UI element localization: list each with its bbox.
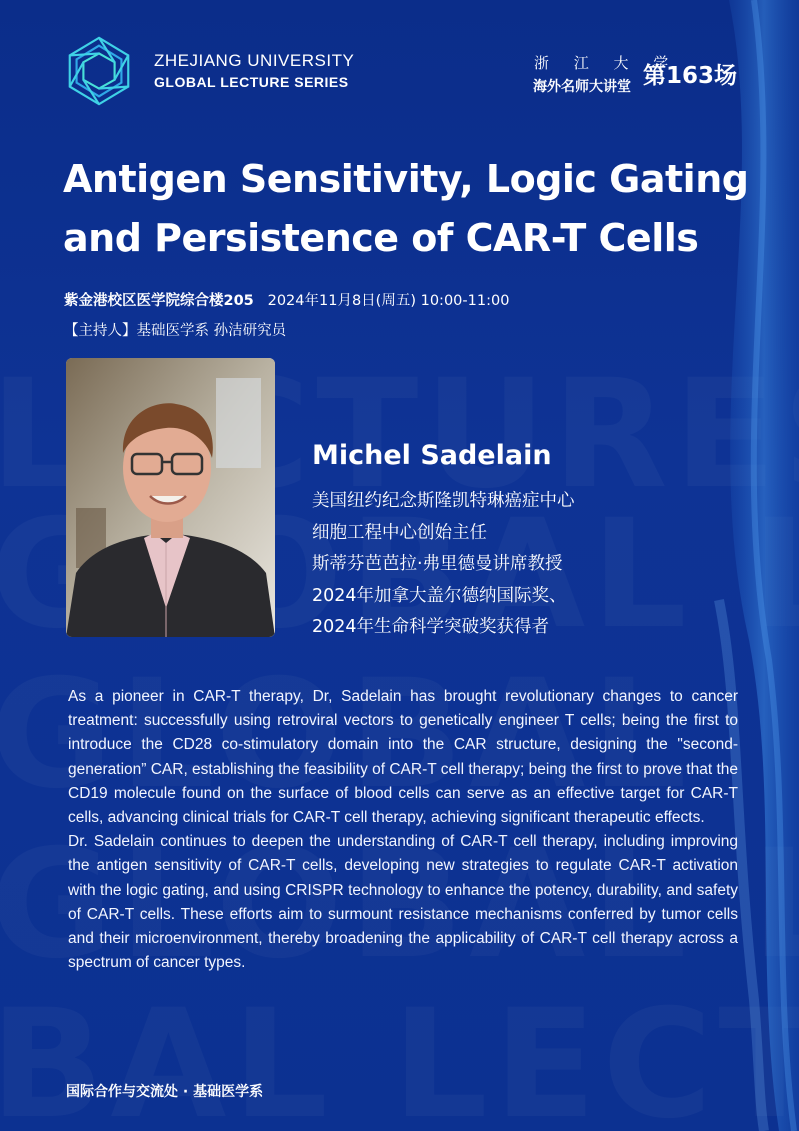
speaker-credentials xyxy=(312,486,575,644)
lecture-title: Antigen Sensitivity, Logic Gating and Persistence of CAR-T Cells xyxy=(63,157,749,260)
datetime: 2024年11月8日(周五) 10:00-11:00 xyxy=(267,293,510,309)
bio-paragraph: As a pioneer in CAR-T therapy, Dr, Sadelain has brought revolutionary changes to cancer treatment: successfully using retroviral vectors to genetically engineer T cells; being the first to introduce the CD28 co-stimulatory domain into the CAR structure, designing the "second-generation” CAR, establishing the feasibility of CAR-T cell therapy; being the first to prove that the CD19 molecule found on the surface of blood cells can serve as an effective target for CAR-T cells, advancing clinical trials for CAR-T cell therapy, achieving significant therapeutic effects. xyxy=(68,688,739,827)
credential-line: 斯蒂芬芭芭拉·弗里德曼讲席教授 xyxy=(312,554,563,574)
university-name: ZHEJIANG UNIVERSITY xyxy=(154,51,355,70)
venue: 紫金港校区医学院综合楼205 xyxy=(64,293,254,309)
bio-paragraph: Dr. Sadelain continues to deepen the understanding of CAR-T cell therapy, including improving the antigen sensitivity of CAR-T cells, developing new strategies to regulate CAR-T activation with the logic gating, and using CRISPR technology to enhance the potency, durability, and safety of CAR-T cells. These efforts aim to surmount resistance mechanisms conferred by tumor cells and their microenvironment, thereby broadening the applicability of CAR-T cell therapy across a spectrum of cancer types. xyxy=(68,833,738,972)
credential-line: 美国纽约纪念斯隆凯特琳癌症中心 xyxy=(312,491,575,511)
speaker-name: Michel Sadelain xyxy=(312,440,552,471)
credential-line: 细胞工程中心创始主任 xyxy=(312,522,487,543)
series-name: GLOBAL LECTURE SERIES xyxy=(154,74,349,90)
cn-series-name: 海外名师大讲堂 xyxy=(533,79,631,95)
host: 【主持人】基础医学系 孙洁研究员 xyxy=(64,323,287,339)
cn-university-name: 浙 江 大 学 xyxy=(534,54,679,72)
speaker-photo xyxy=(66,358,275,637)
speaker-bio xyxy=(68,685,738,975)
speaker-portrait-icon xyxy=(66,358,275,637)
credential-line: 2024年生命科学突破奖获得者 xyxy=(312,617,550,637)
credential-line: 2024年加拿大盖尔德纳国际奖、 xyxy=(312,585,567,606)
session-number: 第163场 xyxy=(643,63,738,89)
organizers: 国际合作与交流处 · 基础医学系 xyxy=(66,1084,264,1100)
zju-ring-logo-icon xyxy=(60,32,138,110)
venue-datetime xyxy=(64,289,509,310)
